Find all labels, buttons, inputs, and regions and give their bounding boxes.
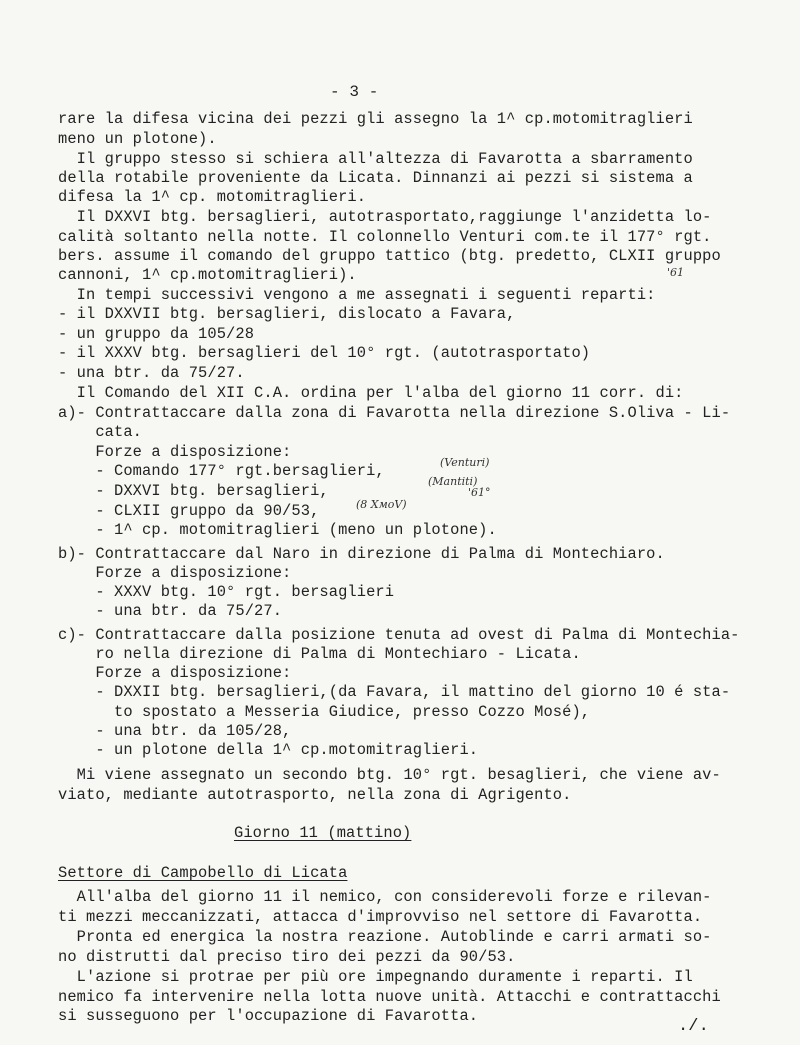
handwritten-note: '61 [667, 266, 685, 279]
text-line: Forze a disposizione: [58, 443, 292, 461]
text-line: della rotabile proveniente da Licata. Dinnanzi ai pezzi si sistema a [58, 169, 693, 187]
text-line: - il XXXV btg. bersaglieri del 10° rgt. (autotrasportato) [58, 344, 591, 362]
text-line: cannoni, 1^ cp.motomitraglieri). [58, 266, 357, 284]
text-line: c)- Contrattaccare dalla posizione tenuta ad ovest di Palma di Montechia- [58, 626, 740, 644]
page-number: - 3 - [330, 83, 379, 101]
text-line: Mi viene assegnato un secondo btg. 10° rgt. besaglieri, che viene av- [58, 766, 721, 784]
text-line: difesa la 1^ cp. motomitraglieri. [58, 188, 367, 206]
text-line: bers. assume il comando del gruppo tattico (btg. predetto, CLXII gruppo [58, 247, 721, 265]
text-line: - un plotone della 1^ cp.motomitraglieri. [58, 741, 479, 759]
handwritten-note: '61° [468, 486, 491, 499]
text-line: no distrutti dal preciso tiro dei pezzi da 90/53. [58, 948, 516, 966]
text-line: - CLXII gruppo da 90/53, [58, 502, 320, 520]
text-line: calità soltanto nella notte. Il colonnello Venturi com.te il 177° rgt. [58, 228, 712, 246]
section-heading-sector: Settore di Campobello di Licata [58, 864, 348, 882]
text-line: - XXXV btg. 10° rgt. bersaglieri [58, 583, 395, 601]
text-line: - una btr. da 105/28, [58, 722, 292, 740]
text-line: b)- Contrattaccare dal Naro in direzione di Palma di Montechiaro. [58, 545, 665, 563]
text-line: Forze a disposizione: [58, 664, 292, 682]
text-line: Forze a disposizione: [58, 564, 292, 582]
handwritten-note: (Venturi) [440, 456, 490, 469]
text-line: a)- Contrattaccare dalla zona di Favarotta nella direzione S.Oliva - Li- [58, 404, 731, 422]
text-line: - 1^ cp. motomitraglieri (meno un plotone). [58, 521, 497, 539]
section-heading-day: Giorno 11 (mattino) [234, 824, 412, 842]
text-line: Il Comando del XII C.A. ordina per l'alba del giorno 11 corr. di: [58, 384, 684, 402]
text-line: - Comando 177° rgt.bersaglieri, [58, 462, 385, 480]
text-line: - un gruppo da 105/28 [58, 325, 255, 343]
text-line: - DXXII btg. bersaglieri,(da Favara, il mattino del giorno 10 é sta- [58, 683, 731, 701]
text-line: Il DXXVI btg. bersaglieri, autotrasportato,raggiunge l'anzidetta lo- [58, 208, 712, 226]
handwritten-note: (8 ХмоV) [356, 498, 407, 511]
continuation-mark: ./. [678, 1017, 709, 1036]
text-line: to spostato a Messeria Giudice, presso Cozzo Mosé), [58, 703, 591, 721]
text-line: - una btr. da 75/27. [58, 364, 245, 382]
text-line: Il gruppo stesso si schiera all'altezza di Favarotta a sbarramento [58, 150, 693, 168]
text-line: L'azione si protrae per più ore impegnando duramente i reparti. Il [58, 968, 693, 986]
text-line: In tempi successivi vengono a me assegnati i seguenti reparti: [58, 286, 656, 304]
text-line: si susseguono per l'occupazione di Favarotta. [58, 1007, 479, 1025]
text-line: All'alba del giorno 11 il nemico, con considerevoli forze e rilevan- [58, 888, 712, 906]
text-line: viato, mediante autotrasporto, nella zona di Agrigento. [58, 786, 572, 804]
text-line: nemico fa intervenire nella lotta nuove unità. Attacchi e contrattacchi [58, 988, 721, 1006]
text-line: - una btr. da 75/27. [58, 602, 283, 620]
text-line: - il DXXVII btg. bersaglieri, dislocato a Favara, [58, 305, 516, 323]
text-line: - DXXVI btg. bersaglieri, [58, 482, 329, 500]
text-line: Pronta ed energica la nostra reazione. Autoblinde e carri armati so- [58, 928, 712, 946]
text-line: ti mezzi meccanizzati, attacca d'improvviso nel settore di Favarotta. [58, 908, 703, 926]
text-line: cata. [58, 423, 143, 441]
text-line: meno un plotone). [58, 130, 217, 148]
text-line: rare la difesa vicina dei pezzi gli assegno la 1^ cp.motomitraglieri [58, 110, 693, 128]
text-line: ro nella direzione di Palma di Montechiaro - Licata. [58, 645, 581, 663]
handwritten-note: (Mantiti) [428, 475, 478, 488]
